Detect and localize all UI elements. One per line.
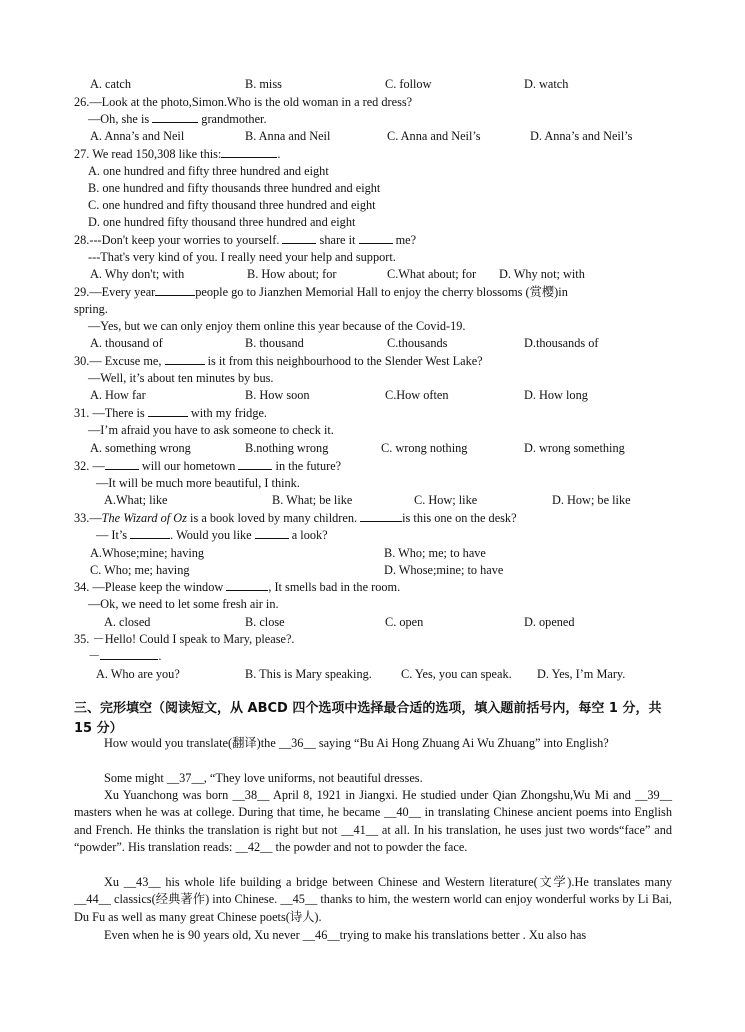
q28-stem-part3: me?: [392, 233, 417, 247]
q33-option-d[interactable]: D. Whose;mine; to have: [384, 563, 504, 577]
q34-stem: [74, 579, 400, 596]
q31-reply: —I’m afraid you have to ask someone to check it.: [88, 423, 334, 437]
q33-stem: [74, 510, 517, 527]
passage-paragraph: Xu Yuanchong was born __38__ April 8, 1921 in Jiangxi. He studied under Qian Zhongshu,Wu Mi and __39__ masters when he was at college. During that time, he became __40__ in translating Chinese ancient poems into English and French. He thinks the translation is right but not __41__ at all. In his translation, he uses just two words“face” and “powder”. His translation reads: __42__ the powder and not to powder the face.: [74, 788, 672, 854]
q30-option-c[interactable]: C.How often: [385, 388, 449, 402]
q30-stem: [74, 353, 483, 370]
q34-option-c[interactable]: C. open: [385, 615, 424, 629]
q27-option-a[interactable]: A. one hundred and fifty three hundred and eight: [88, 164, 329, 178]
q32-blank-2[interactable]: [238, 458, 272, 470]
q27-option-d[interactable]: D. one hundred fifty thousand three hundred and eight: [88, 215, 356, 229]
q27-option-b[interactable]: B. one hundred and fifty thousands three hundred and eight: [88, 181, 381, 195]
q32-stem-part2: will our hometown: [138, 459, 239, 473]
q34-blank[interactable]: [226, 579, 268, 591]
q33-reply-part1: — It’s: [96, 528, 131, 542]
q32-stem-part3: in the future?: [272, 459, 342, 473]
q32-stem-part1: 32. —: [74, 459, 105, 473]
q26-option-c[interactable]: C. Anna and Neil’s: [387, 129, 481, 143]
q33-blank-2[interactable]: [130, 527, 170, 539]
q34-stem-part2: , It smells bad in the room.: [268, 580, 401, 594]
q28-reply: ---That's very kind of you. I really need your help and support.: [88, 250, 396, 264]
q29-option-a[interactable]: A. thousand of: [90, 336, 163, 350]
q34-option-a[interactable]: A. closed: [104, 615, 151, 629]
q29-blank[interactable]: [155, 284, 195, 296]
q30-reply: —Well, it’s about ten minutes by bus.: [88, 371, 274, 385]
q33-blank-3[interactable]: [255, 527, 289, 539]
q33-reply-part2: . Would you like: [170, 528, 255, 542]
q35-option-c[interactable]: C. Yes, you can speak.: [401, 667, 512, 681]
q35-option-b[interactable]: B. This is Mary speaking.: [245, 667, 372, 681]
q27-blank[interactable]: [221, 146, 277, 158]
q25-option-a[interactable]: A. catch: [90, 77, 131, 91]
q26-reply-start: —Oh, she is: [88, 112, 153, 126]
q33-option-c[interactable]: C. Who; me; having: [90, 563, 190, 577]
q33-stem-part2: is a book loved by many children.: [186, 511, 361, 525]
q31-stem-part1: 31. —There is: [74, 406, 148, 420]
q25-option-c[interactable]: C. follow: [385, 77, 432, 91]
q30-blank[interactable]: [165, 353, 205, 365]
q33-reply: [96, 527, 328, 544]
q32-option-c[interactable]: C. How; like: [414, 493, 478, 507]
q32-option-a[interactable]: A.What; like: [104, 493, 168, 507]
q33-reply-part3: a look?: [288, 528, 328, 542]
passage-paragraph: Even when he is 90 years old, Xu never __46__trying to make his translations better . Xu also has: [104, 928, 587, 942]
q29-option-d[interactable]: D.thousands of: [524, 336, 599, 350]
q30-stem-part2: is it from this neighbourhood to the Slender West Lake?: [204, 354, 483, 368]
q32-option-b[interactable]: B. What; be like: [272, 493, 353, 507]
q33-stem-part1: 33.—: [74, 511, 102, 525]
q29-option-b[interactable]: B. thousand: [245, 336, 304, 350]
q26-blank[interactable]: [152, 111, 198, 123]
q33-blank-1[interactable]: [360, 510, 402, 522]
q34-stem-part1: 34. —Please keep the window: [74, 580, 227, 594]
q31-option-a[interactable]: A. something wrong: [90, 441, 191, 455]
q35-option-d[interactable]: D. Yes, I’m Mary.: [537, 667, 626, 681]
q25-option-d[interactable]: D. watch: [524, 77, 569, 91]
q31-blank[interactable]: [148, 405, 188, 417]
q35-stem: 35. －Hello! Could I speak to Mary, please?.: [74, 632, 295, 646]
q30-stem-part1: 30.— Excuse me,: [74, 354, 165, 368]
q28-blank-1[interactable]: [282, 232, 316, 244]
q26-stem: 26.—Look at the photo,Simon.Who is the old woman in a red dress?: [74, 95, 413, 109]
q28-stem-part1: 28.---Don't keep your worries to yourself.: [74, 233, 283, 247]
section-heading: 三、完形填空（阅读短文，从 ABCD 四个选项中选择最合适的选项，填入题前括号内，每空 1 分，共 15 分）: [74, 701, 662, 736]
q26-option-b[interactable]: B. Anna and Neil: [245, 129, 331, 143]
passage-paragraph: Some might __37__, “They love uniforms, not beautiful dresses.: [104, 771, 423, 785]
q28-stem: [74, 232, 416, 249]
q31-option-d[interactable]: D. wrong something: [524, 441, 625, 455]
q29-stem-part1: 29.—Every year: [74, 285, 156, 299]
q26-option-a[interactable]: A. Anna’s and Neil: [90, 129, 185, 143]
q33-option-a[interactable]: A.Whose;mine; having: [90, 546, 205, 560]
q34-reply: —Ok, we need to let some fresh air in.: [88, 597, 279, 611]
q27-option-c[interactable]: C. one hundred and fifty thousand three hundred and eight: [88, 198, 376, 212]
q26-reply-end: grandmother.: [198, 112, 267, 126]
q30-option-d[interactable]: D. How long: [524, 388, 588, 402]
q27-stem-text: 27. We read 150,308 like this:: [74, 147, 222, 161]
q29-stem-cont: spring.: [74, 302, 108, 316]
q33-book-title: The Wizard of Oz: [101, 511, 187, 525]
q28-stem-part2: share it: [316, 233, 359, 247]
q34-option-b[interactable]: B. close: [245, 615, 285, 629]
q28-option-c[interactable]: C.What about; for: [387, 267, 477, 281]
q32-stem: [74, 458, 341, 475]
q27-stem: 27. We read 150,308 like this: .: [74, 147, 281, 161]
q29-reply: —Yes, but we can only enjoy them online this year because of the Covid-19.: [88, 319, 466, 333]
q26-reply: [88, 111, 267, 128]
q25-option-b[interactable]: B. miss: [245, 77, 282, 91]
q31-stem: [74, 405, 267, 422]
q28-option-a[interactable]: A. Why don't; with: [90, 267, 185, 281]
q29-stem-part2: people go to Jianzhen Memorial Hall to enjoy the cherry blossoms (赏樱)in: [195, 285, 568, 299]
passage-paragraph: How would you translate(翻译)the __36__ saying “Bu Ai Hong Zhuang Ai Wu Zhuang” into English?: [104, 736, 609, 750]
passage-paragraph: Xu __43__ his whole life building a bridge between Chinese and Western literature(文学).He translates many __44__ classics(经典著作) into Chinese. __45__ thanks to him, the western world can enjoy wonderful works by Li Bai, Du Fu as well as many great Chinese poets(诗人).: [74, 875, 672, 924]
q28-option-d[interactable]: D. Why not; with: [499, 267, 585, 281]
q32-option-d[interactable]: D. How; be like: [552, 493, 631, 507]
q31-option-c[interactable]: C. wrong nothing: [381, 441, 468, 455]
q35-blank[interactable]: [100, 648, 158, 660]
q35-reply-dash: －: [88, 649, 101, 663]
q31-option-b[interactable]: B.nothing wrong: [245, 441, 329, 455]
q35-option-a[interactable]: A. Who are you?: [96, 667, 180, 681]
q28-option-b[interactable]: B. How about; for: [247, 267, 337, 281]
q26-option-d[interactable]: D. Anna’s and Neil’s: [530, 129, 633, 143]
q35-reply: － .: [88, 649, 162, 663]
q32-blank-1[interactable]: [105, 458, 139, 470]
q28-blank-2[interactable]: [359, 232, 393, 244]
q34-option-d[interactable]: D. opened: [524, 615, 575, 629]
q33-option-b[interactable]: B. Who; me; to have: [384, 546, 486, 560]
q30-option-a[interactable]: A. How far: [90, 388, 146, 402]
q29-stem: [74, 284, 568, 301]
q29-option-c[interactable]: C.thousands: [387, 336, 448, 350]
q30-option-b[interactable]: B. How soon: [245, 388, 310, 402]
q31-stem-part2: with my fridge.: [187, 406, 267, 420]
q32-reply: —It will be much more beautiful, I think.: [96, 476, 300, 490]
q33-stem-part3: is this one on the desk?: [402, 511, 517, 525]
